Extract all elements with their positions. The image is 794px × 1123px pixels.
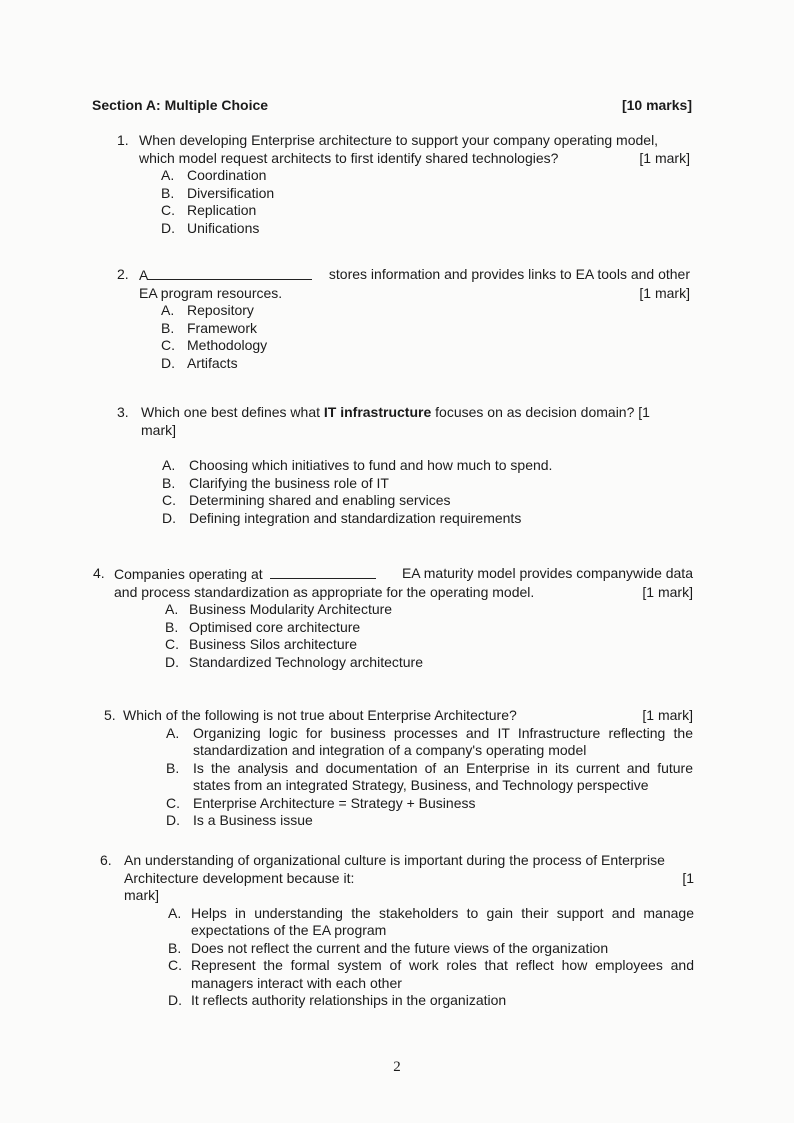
question-3: [117, 404, 690, 527]
option-d: D. Is a Business issue: [166, 812, 313, 828]
question-number: 5.: [104, 707, 116, 723]
question-text: Which of the following is not true about Enterprise Architecture?: [123, 707, 517, 723]
question-text: which model request architects to first identify shared technologies?: [139, 149, 559, 166]
question-text: Companies operating at: [114, 566, 263, 582]
question-text: A: [139, 267, 149, 283]
option-a: A. Helps in understanding the stakeholders to gain their support and manage expectations of the EA program: [168, 904, 694, 938]
question-number: 2.: [117, 266, 129, 282]
question-number: 3.: [117, 404, 129, 420]
option-c: C. Represent the formal system of work roles that reflect how employees and managers interact with each other: [168, 957, 694, 991]
option-c: C. Replication: [161, 202, 257, 218]
option-c: C. Business Silos architecture: [165, 636, 358, 652]
question-text: Which one best defines what: [141, 404, 320, 420]
question-number: 6.: [100, 852, 112, 868]
option-c: C. Determining shared and enabling services: [162, 492, 451, 508]
question-text: Architecture development because it:: [124, 869, 355, 886]
question-number: 1.: [117, 132, 129, 148]
option-b: B. Optimised core architecture: [165, 618, 361, 635]
question-text: When developing Enterprise architecture to support your company operating model,: [139, 132, 659, 148]
option-b: B. Framework: [161, 319, 258, 336]
question-text: stores information and provides links to EA tools and other: [328, 266, 690, 282]
section-title: Section A: Multiple Choice: [92, 97, 269, 113]
section-heading: [92, 97, 692, 113]
option-b: B. Is the analysis and documentation of an Enterprise in its current and future states from an integrated Strategy, Business, and Technology perspective: [166, 759, 693, 793]
question-mark: [1: [682, 869, 694, 886]
question-text: EA maturity model provides companywide data: [401, 565, 693, 581]
question-4: [93, 565, 693, 671]
option-c: C. Enterprise Architecture = Strategy + Business: [166, 794, 476, 811]
question-text: An understanding of organizational culture is important during the process of Enterprise: [124, 852, 665, 868]
option-d: D. Standardized Technology architecture: [165, 653, 424, 670]
option-b: B. Does not reflect the current and the future views of the organization: [168, 939, 609, 956]
question-mark: [1 mark]: [642, 707, 693, 723]
section-marks: [10 marks]: [621, 97, 692, 113]
option-a: A. Business Modularity Architecture: [165, 601, 393, 617]
question-text: focuses on as decision domain? [1: [435, 404, 650, 420]
question-6: [100, 852, 694, 1010]
question-keyword: IT infrastructure: [323, 404, 432, 420]
question-text: mark]: [141, 421, 176, 438]
question-text: mark]: [124, 887, 159, 903]
question-text: and process standardization as appropriate for the operating model.: [114, 583, 535, 600]
option-b: B. Clarifying the business role of IT: [162, 474, 389, 491]
option-c: C. Methodology: [161, 337, 268, 353]
option-a: A. Coordination: [161, 167, 267, 183]
question-mark: [1 mark]: [639, 284, 690, 301]
question-number: 4.: [93, 565, 105, 581]
option-d: D. Unifications: [161, 219, 260, 236]
question-1: [117, 132, 690, 237]
question-5: [104, 707, 693, 830]
option-a: A. Choosing which initiatives to fund and how much to spend.: [162, 457, 553, 473]
answer-blank: [270, 565, 376, 579]
option-d: D. Defining integration and standardization requirements: [162, 509, 522, 526]
option-b: B. Diversification: [161, 184, 275, 201]
question-mark: [1 mark]: [639, 149, 690, 166]
option-a: A. Repository: [161, 302, 254, 318]
answer-blank: [148, 266, 312, 280]
option-a: A. Organizing logic for business processes and IT Infrastructure reflecting the standardization and integration of a company's operating model: [166, 724, 693, 758]
option-d: D. It reflects authority relationships in the organization: [168, 992, 507, 1008]
question-2: [117, 266, 690, 372]
question-text: EA program resources.: [139, 284, 283, 301]
page-number: 2: [393, 1059, 401, 1075]
option-d: D. Artifacts: [161, 354, 238, 371]
question-mark: [1 mark]: [642, 583, 693, 600]
